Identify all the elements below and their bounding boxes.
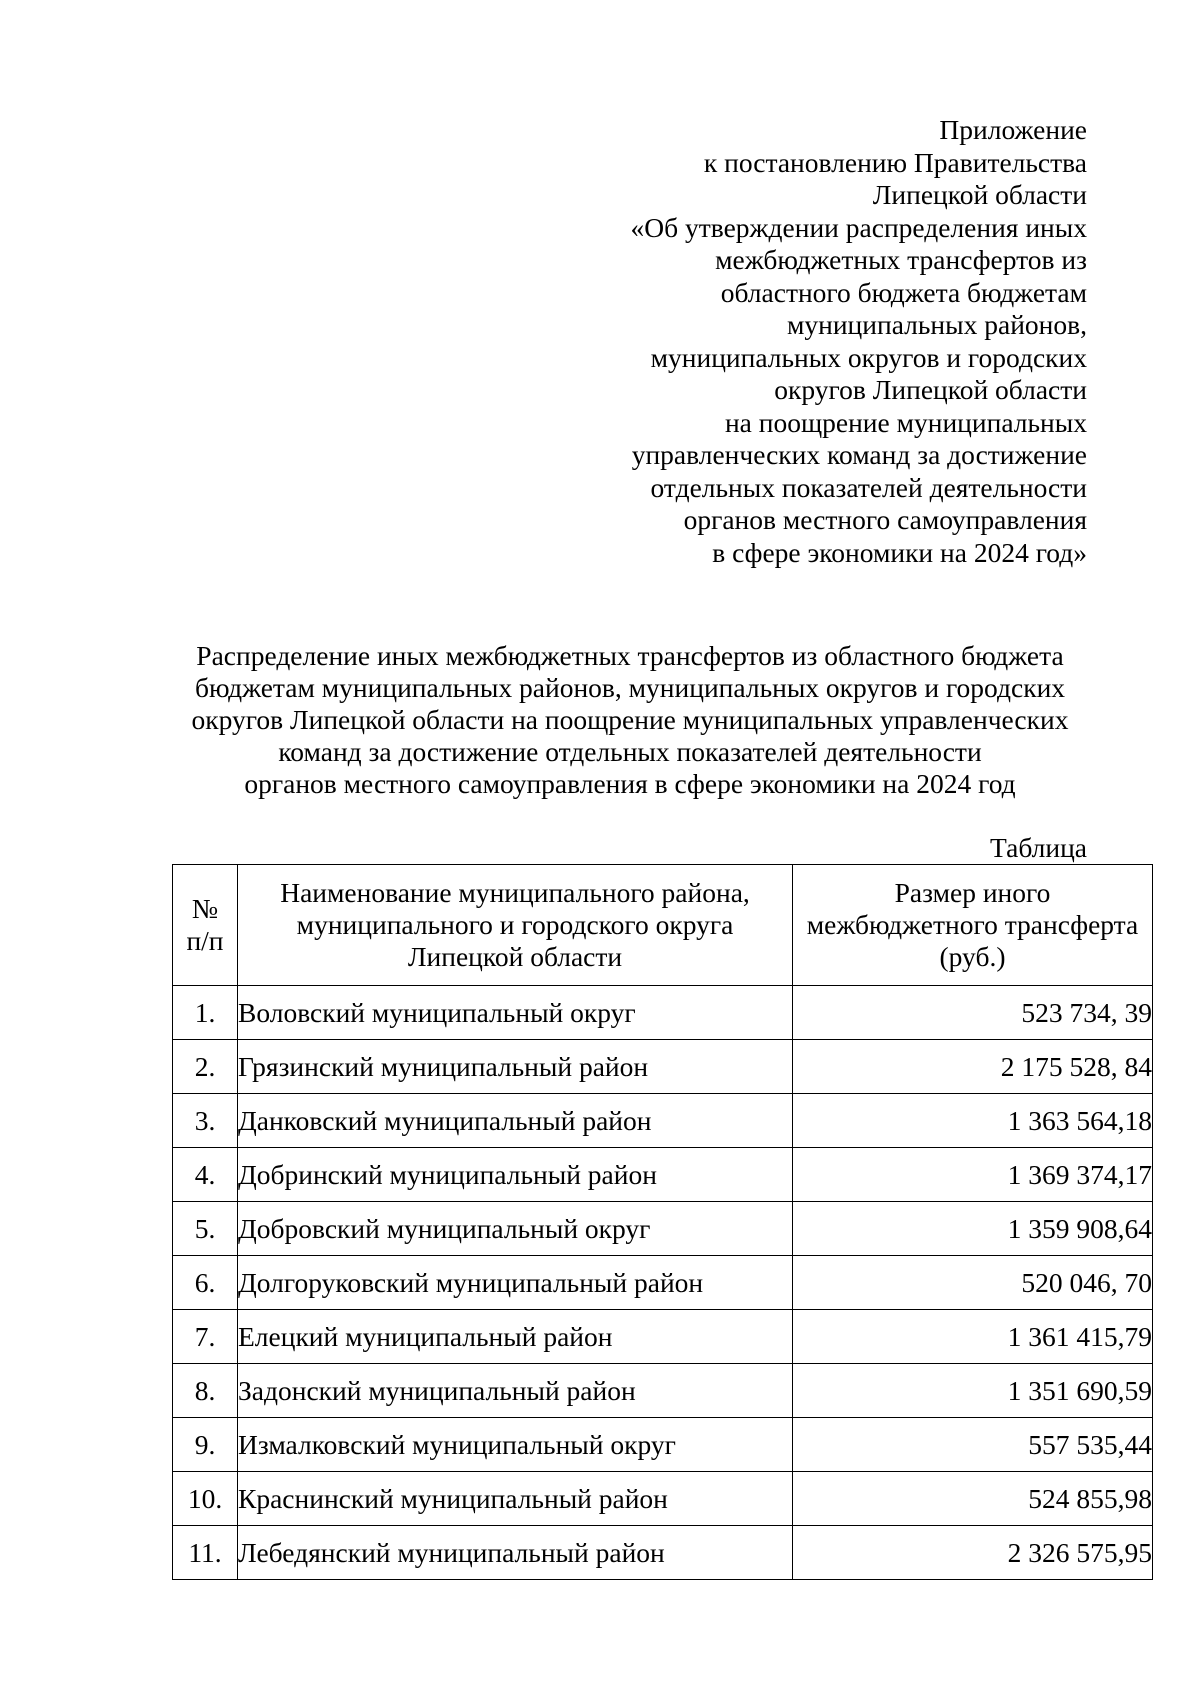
row-amount: 2 175 528, 84: [793, 1040, 1153, 1094]
title-line: Распределение иных межбюджетных трансфертов из областного бюджета: [196, 640, 1064, 671]
appendix-line: Приложение: [939, 114, 1087, 145]
row-number: 8.: [173, 1364, 238, 1418]
appendix-line: «Об утверждении распределения иных: [630, 211, 1087, 243]
row-amount: 523 734, 39: [793, 986, 1153, 1040]
appendix-line: округов Липецкой области: [774, 374, 1087, 405]
title-line: округов Липецкой области на поощрение муниципальных управленческих: [191, 704, 1069, 735]
appendix-line: областного бюджета бюджетам: [720, 276, 1087, 308]
row-number: 3.: [173, 1094, 238, 1148]
row-amount: 1 361 415,79: [793, 1310, 1153, 1364]
table-row: [173, 1526, 1153, 1580]
row-municipality: Лебедянский муниципальный район: [238, 1526, 793, 1580]
row-municipality: Данковский муниципальный район: [238, 1094, 793, 1148]
header-name: Наименование муниципального района, муниципального и городского округа Липецкой области: [238, 865, 793, 986]
row-municipality: Долгоруковский муниципальный район: [238, 1256, 793, 1310]
document-title: [170, 640, 1090, 800]
table-label: Таблица: [990, 832, 1087, 863]
appendix-line: на поощрение муниципальных: [724, 406, 1087, 438]
appendix-block: [527, 114, 1087, 569]
row-municipality: Воловский муниципальный округ: [238, 986, 793, 1040]
row-number: 4.: [173, 1148, 238, 1202]
row-municipality: Краснинский муниципальный район: [238, 1472, 793, 1526]
row-number: 9.: [173, 1418, 238, 1472]
row-amount: 1 363 564,18: [793, 1094, 1153, 1148]
row-amount: 1 359 908,64: [793, 1202, 1153, 1256]
row-number: 5.: [173, 1202, 238, 1256]
appendix-line: Липецкой области: [872, 179, 1087, 210]
row-amount: 1 351 690,59: [793, 1364, 1153, 1418]
table-row: [173, 1256, 1153, 1310]
row-amount: 524 855,98: [793, 1472, 1153, 1526]
appendix-line: отдельных показателей деятельности: [650, 471, 1087, 503]
appendix-line: органов местного самоуправления: [683, 504, 1087, 535]
row-municipality: Добровский муниципальный округ: [238, 1202, 793, 1256]
table-row: [173, 1040, 1153, 1094]
title-line: команд за достижение отдельных показателей деятельности: [278, 736, 982, 767]
row-number: 6.: [173, 1256, 238, 1310]
row-municipality: Задонский муниципальный район: [238, 1364, 793, 1418]
table-row: [173, 1148, 1153, 1202]
row-amount: 2 326 575,95: [793, 1526, 1153, 1580]
table-row: [173, 1472, 1153, 1526]
row-number: 1.: [173, 986, 238, 1040]
row-number: 7.: [173, 1310, 238, 1364]
table-row: [173, 1202, 1153, 1256]
table-row: [173, 1364, 1153, 1418]
row-municipality: Грязинский муниципальный район: [238, 1040, 793, 1094]
appendix-line: муниципальных районов,: [786, 309, 1087, 340]
header-amount: Размер иного межбюджетного трансферта (руб.): [793, 865, 1153, 986]
row-number: 11.: [173, 1526, 238, 1580]
row-number: 10.: [173, 1472, 238, 1526]
row-amount: 557 535,44: [793, 1418, 1153, 1472]
appendix-line: в сфере экономики на 2024 год»: [712, 536, 1087, 568]
row-amount: 520 046, 70: [793, 1256, 1153, 1310]
table-row: [173, 1094, 1153, 1148]
row-number: 2.: [173, 1040, 238, 1094]
table-row: [173, 1418, 1153, 1472]
appendix-line: к постановлению Правительства: [703, 146, 1087, 178]
appendix-line: управленческих команд за достижение: [631, 439, 1087, 470]
appendix-line: муниципальных округов и городских: [650, 341, 1087, 373]
title-line: бюджетам муниципальных районов, муниципальных округов и городских: [194, 672, 1066, 703]
row-municipality: Добринский муниципальный район: [238, 1148, 793, 1202]
row-municipality: Измалковский муниципальный округ: [238, 1418, 793, 1472]
row-amount: 1 369 374,17: [793, 1148, 1153, 1202]
header-number: № п/п: [173, 865, 238, 986]
table-row: [173, 1310, 1153, 1364]
distribution-table: [172, 864, 1153, 1580]
table-header-row: [173, 865, 1153, 986]
table-row: [173, 986, 1153, 1040]
row-municipality: Елецкий муниципальный район: [238, 1310, 793, 1364]
title-line: органов местного самоуправления в сфере экономики на 2024 год: [244, 768, 1016, 799]
appendix-line: межбюджетных трансфертов из: [715, 244, 1087, 275]
